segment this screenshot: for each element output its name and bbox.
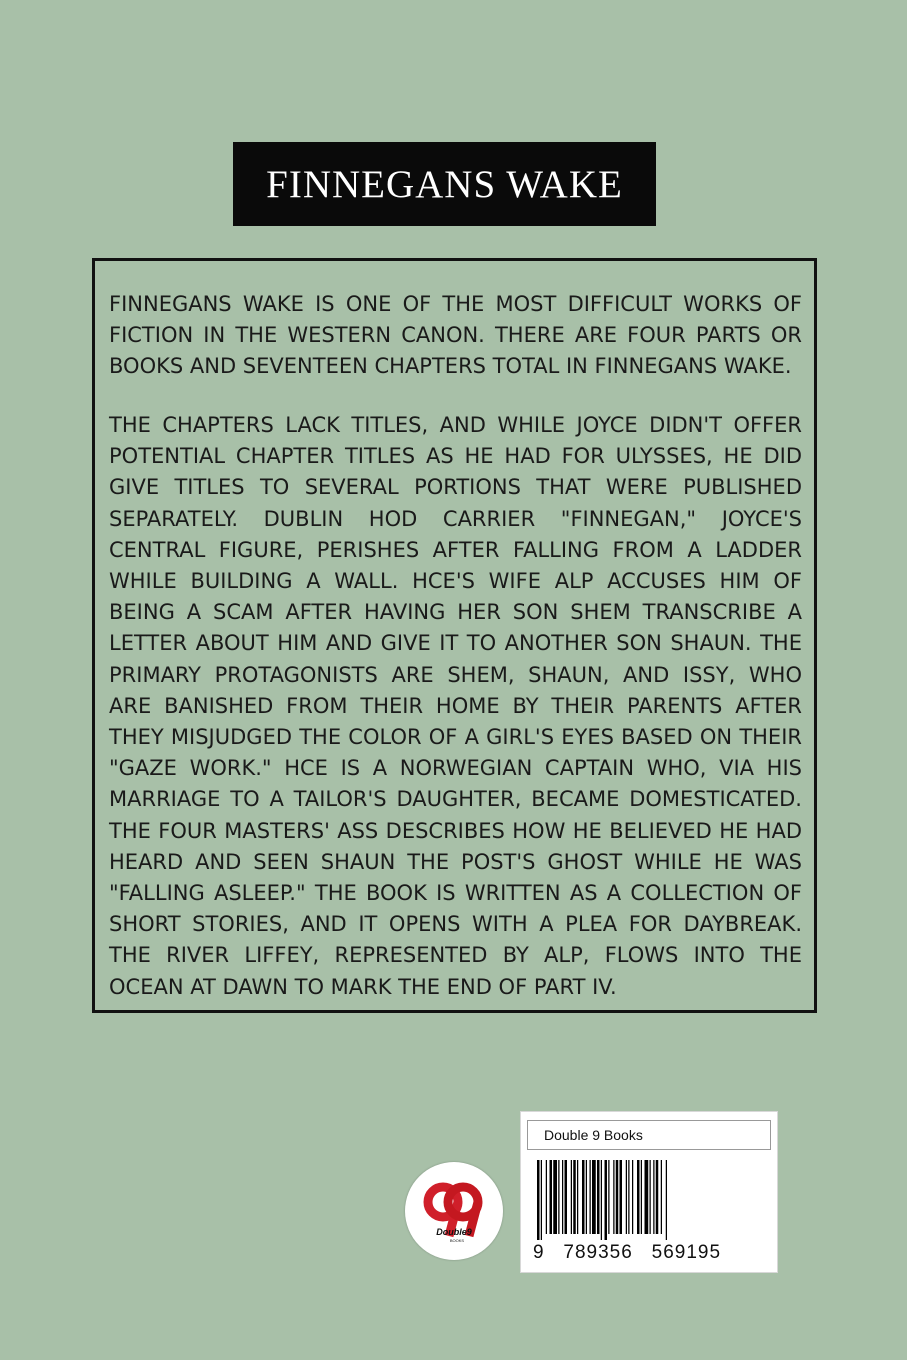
barcode-bar [641,1160,642,1234]
blurb-frame [92,258,817,1013]
double9-logo-icon [405,1162,503,1260]
barcode-bar [616,1160,619,1234]
barcode-bar [613,1160,614,1234]
isbn-barcode [537,1160,763,1240]
barcode-bar [620,1160,623,1234]
barcode-bar [628,1160,629,1234]
barcode-bar [661,1160,662,1234]
book-title: FINNEGANS WAKE [266,162,623,206]
barcode-bar [645,1160,649,1234]
blurb-paragraph-1: FINNEGANS WAKE IS ONE OF THE MOST DIFFICULT WORKS OF FICTION IN THE WESTERN CANON. THERE ARE FOUR PARTS OR BOOKS AND SEVENTEEN CHAPTERS TOTAL IN FINNEGANS WAKE. [109,292,802,379]
barcode-bar [541,1160,542,1240]
isbn-number: 9 789356 569195 [533,1242,722,1263]
barcode-bar [597,1160,600,1234]
barcode-bar [553,1160,557,1234]
barcode-bar [565,1160,568,1234]
barcode-bar [608,1160,609,1234]
barcode-bar [582,1160,585,1234]
barcode-bar [590,1160,591,1234]
barcode-bar [571,1160,572,1234]
barcode-bar [592,1160,596,1234]
publisher-logo [405,1162,503,1260]
blurb-paragraph-2: THE CHAPTERS LACK TITLES, AND WHILE JOYCE DIDN'T OFFER POTENTIAL CHAPTER TITLES AS HE HAD FOR ULYSSES, HE DID GIVE TITLES TO SEVERAL PORTIONS THAT WERE PUBLISHED SEPARATELY. DUBLIN HOD CARRIER "FINNEGAN," JOYCE'S CENTRAL FIGURE, PERISHES AFTER FALLING FROM A LADDER WHILE BUILDING A WALL. HCE'S WIFE ALP ACCUSES HIM OF BEING A SCAM AFTER HAVING HER SON SHEM TRANSCRIBE A LETTER ABOUT HIM AND GIVE IT TO ANOTHER SON SHAUN. THE PRIMARY PROTAGONISTS ARE SHEM, SHAUN, AND ISSY, WHO ARE BANISHED FROM THEIR HOME BY THEIR PARENTS AFTER THEY MISJUDGED THE COLOR OF A GIRL'S EYES BASED ON THEIR "GAZE WORK." HCE IS A NORWEGIAN CAPTAIN WHO, VIA HIS MARRIAGE TO A TAILOR'S DAUGHTER, BECAME DOMESTICATED. THE FOUR MASTERS' ASS DESCRIBES HOW HE BELIEVED HE HAD HEARD AND SEEN SHAUN THE POST'S GHOST WHILE HE WAS "FALLING ASLEEP." THE BOOK IS WRITTEN AS A COLLECTION OF SHORT STORIES, AND IT OPENS WITH A PLEA FOR DAYBREAK. THE RIVER LIFFEY, REPRESENTED BY ALP, FLOWS INTO THE OCEAN AT DAWN TO MARK THE END OF PART IV. [109,413,802,999]
barcode-bar [605,1160,608,1240]
barcode-bar [586,1160,587,1234]
logo-wordmark: Double9 [436,1227,472,1237]
barcode-bar [601,1160,602,1240]
logo-subtext: BOOKS [449,1238,465,1243]
barcode-bar [637,1160,640,1234]
title-banner [233,142,656,226]
barcode-bar [562,1160,563,1234]
barcode-bar [573,1160,576,1234]
barcode-bar [537,1160,540,1240]
barcode-bar [550,1160,553,1234]
barcode-bar [632,1160,633,1234]
barcode-bar [656,1160,659,1234]
barcode-bar [577,1160,578,1234]
barcode-bar [653,1160,654,1234]
barcode-bar [666,1160,667,1240]
publisher-label: Double 9 Books [527,1120,771,1150]
barcode-bar [626,1160,627,1234]
barcode-bar [650,1160,651,1234]
barcode-panel [520,1111,778,1273]
barcode-bar [546,1160,547,1234]
barcode-bar [558,1160,559,1234]
